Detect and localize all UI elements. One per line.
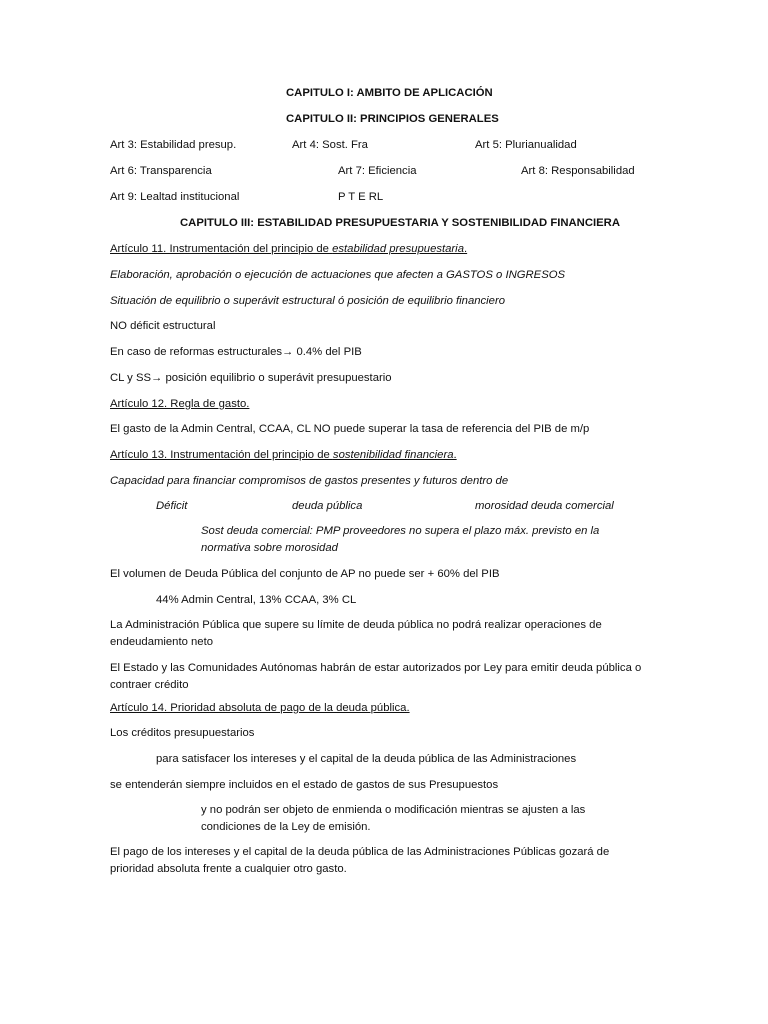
article-8-label: Art 8: Responsabilidad (521, 165, 635, 177)
article-3-label: Art 3: Estabilidad presup. (110, 139, 237, 151)
article-13-note: Sost deuda comercial: PMP proveedores no supera el plazo máx. previsto en la normativa sobre morosidad (201, 525, 600, 554)
article-13-column-arrears: morosidad deuda comercial (475, 500, 614, 512)
article-11-line: NO déficit estructural (110, 320, 216, 332)
article-13-line: La Administración Pública que supere su límite de deuda pública no podrá realizar operaciones de endeudamiento neto (110, 619, 602, 648)
article-14-heading: Artículo 14. Prioridad absoluta de pago de la deuda pública. (110, 702, 410, 714)
article-9-label: Art 9: Lealtad institucional (110, 191, 240, 203)
article-13-line: 44% Admin Central, 13% CCAA, 3% CL (156, 594, 357, 606)
article-13-line: El volumen de Deuda Pública del conjunto de AP no puede ser + 60% del PIB (110, 568, 500, 580)
principles-acronym: P T E RL (338, 191, 384, 203)
article-14-line: Los créditos presupuestarios (110, 727, 255, 739)
chapter-1-heading: CAPITULO I: AMBITO DE APLICACIÓN (286, 87, 493, 99)
article-11-line: En caso de reformas estructurales→ 0.4% del PIB (110, 346, 362, 358)
article-14-line: para satisfacer los intereses y el capital de la deuda pública de las Administraciones (156, 753, 577, 765)
chapter-2-heading: CAPITULO II: PRINCIPIOS GENERALES (286, 113, 499, 125)
article-13-column-deficit: Déficit (156, 500, 188, 512)
article-11-line: Elaboración, aprobación o ejecución de actuaciones que afecten a GASTOS o INGRESOS (110, 269, 566, 281)
article-12-line: El gasto de la Admin Central, CCAA, CL NO puede superar la tasa de referencia del PIB de m/p (110, 423, 590, 435)
article-4-label: Art 4: Sost. Fra (292, 139, 368, 151)
article-11-heading: Artículo 11. Instrumentación del principio de estabilidad presupuestaria. (110, 243, 468, 255)
article-13-line: Capacidad para financiar compromisos de gastos presentes y futuros dentro de (110, 475, 509, 487)
article-13-heading: Artículo 13. Instrumentación del principio de sostenibilidad financiera. (110, 449, 457, 461)
article-13-line: El Estado y las Comunidades Autónomas habrán de estar autorizados por Ley para emitir deuda pública o contraer crédito (110, 662, 642, 691)
article-11-line: CL y SS→ posición equilibrio o superávit presupuestario (110, 372, 392, 384)
article-14-line: se entenderán siempre incluidos en el estado de gastos de sus Presupuestos (110, 779, 499, 791)
article-7-label: Art 7: Eficiencia (338, 165, 417, 177)
article-6-label: Art 6: Transparencia (110, 165, 212, 177)
article-13-column-debt: deuda pública (292, 500, 363, 512)
article-12-heading: Artículo 12. Regla de gasto. (110, 398, 250, 410)
arrow-icon: → (282, 346, 294, 358)
chapter-3-heading: CAPITULO III: ESTABILIDAD PRESUPUESTARIA Y SOSTENIBILIDAD FINANCIERA (180, 217, 620, 229)
article-14-line: y no podrán ser objeto de enmienda o modificación mientras se ajusten a las condiciones de la Ley de emisión. (201, 804, 586, 833)
article-11-line: Situación de equilibrio o superávit estructural ó posición de equilibrio financiero (110, 295, 505, 307)
arrow-icon: → (151, 372, 163, 384)
article-14-line: El pago de los intereses y el capital de la deuda pública de las Administraciones Públicas gozará de prioridad absoluta frente a cualquier otro gasto. (110, 846, 610, 875)
article-5-label: Art 5: Plurianualidad (475, 139, 577, 151)
